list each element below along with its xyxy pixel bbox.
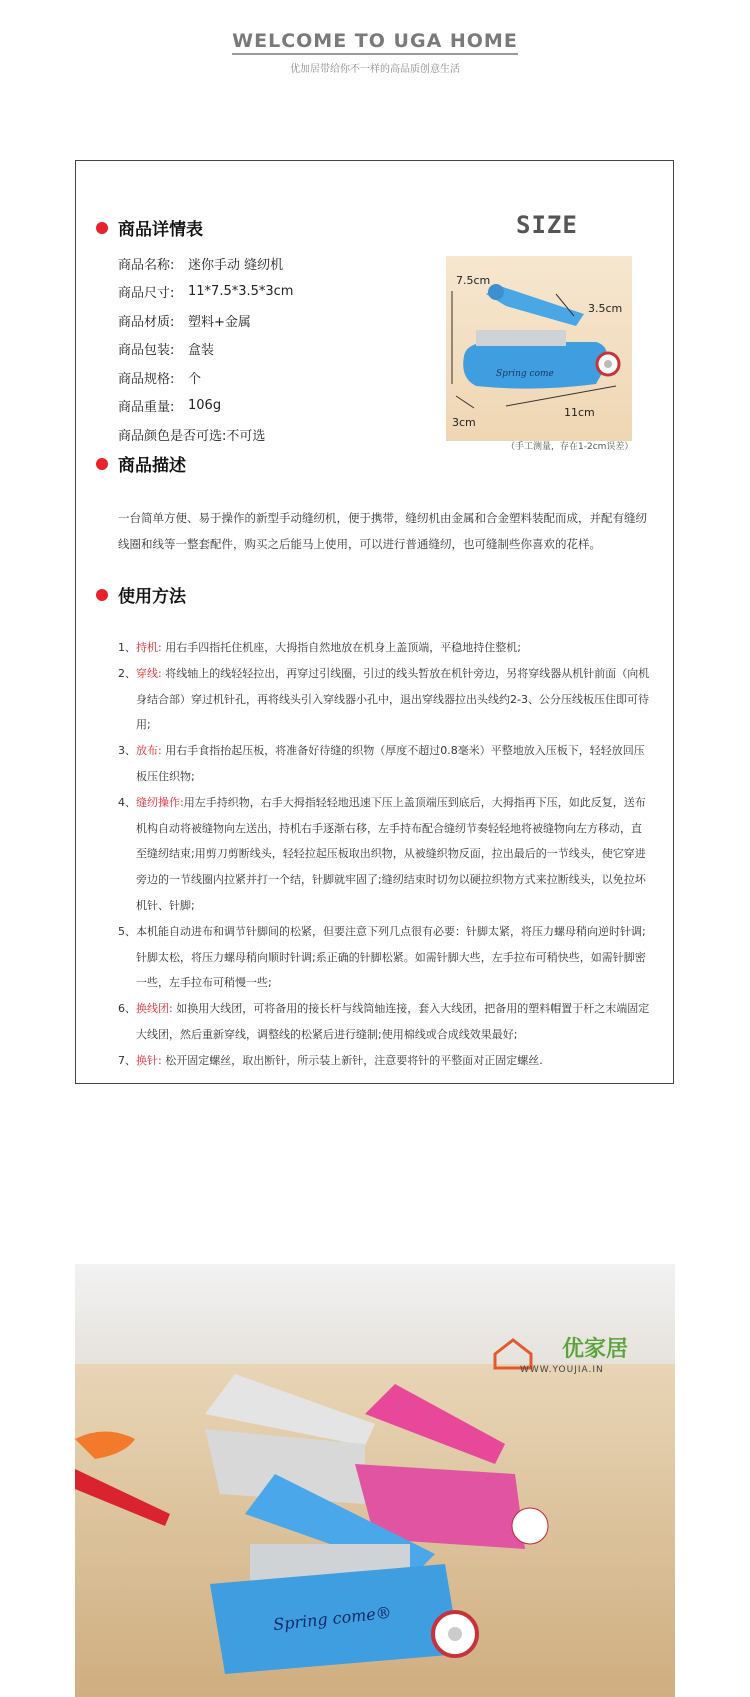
spec-value: 不可选 (226, 428, 266, 444)
bullet-dot-icon (96, 589, 108, 601)
dim-width-label: 3cm (452, 416, 476, 429)
size-title: SIZE (516, 211, 578, 239)
welcome-title: WELCOME TO UGA HOME (232, 30, 518, 55)
usage-steps (118, 635, 652, 1074)
step-label: 换针: (136, 1053, 162, 1067)
step-number: 1、 (118, 641, 136, 654)
spec-row (118, 335, 293, 364)
step-label: 缝纫操作: (136, 795, 184, 809)
spec-value: 11*7.5*3.5*3cm (188, 284, 294, 300)
details-heading (96, 215, 203, 240)
spec-key: 商品重量: (118, 400, 175, 416)
logo-url: WWW.YOUJIA.IN (520, 1365, 604, 1375)
dim-height-label: 7.5cm (456, 274, 491, 287)
usage-heading-label: 使用方法 (118, 587, 186, 607)
spec-row (118, 306, 293, 335)
dim-depth-label: 3.5cm (588, 302, 623, 315)
logo-text: 优家居 (562, 1337, 629, 1362)
spec-value: 盒装 (188, 343, 215, 359)
step-text: 用左手持织物，右手大拇指轻轻地迅速下压上盖顶端压到底后，大拇指再下压，如此反复，送布机构自动将被缝物向左送出，持机右手逐渐右移，左手持布配合缝纫节奏轻轻地将被缝物向左方移动，直至缝纫结束;用剪刀剪断线头，轻轻拉起压板取出织物，从被缝织物反面，拉出最后的一节线头，使它穿进旁边的一节线圈内拉紧并打一个结，针脚就牢固了;缝纫结束时切勿以硬拉织物方式来拉断线头，以免拉坏机针、针脚; (136, 795, 646, 912)
step-number: 3、 (118, 744, 136, 758)
spec-key: 商品材质: (118, 314, 175, 330)
details-heading-label: 商品详情表 (118, 220, 203, 240)
step-text: 本机能自动进布和调节针脚间的松紧，但要注意下列几点很有必要：针脚太紧，将压力螺母稍向逆时针调;针脚太松，将压力螺母稍向顺时针调;系正确的针脚松紧。如需针脚大些，左手拉布可稍快些，如需针脚密一些，左手拉布可稍慢一些; (136, 924, 646, 990)
step-text: 用右手食指抬起压板，将准备好待缝的织物（厚度不超过0.8毫米）平整地放入压板下，轻轻放回压板压住织物; (136, 744, 645, 783)
usage-step (118, 1048, 652, 1074)
usage-step (118, 790, 652, 919)
spec-row (118, 420, 293, 449)
size-note: （手工测量，存在1-2cm误差） (506, 442, 634, 452)
step-label: 持机: (136, 641, 162, 654)
description-heading (96, 451, 186, 476)
product-photo (75, 1264, 675, 1697)
usage-step (118, 919, 652, 996)
usage-heading (96, 582, 186, 607)
step-text: 用右手四指托住机座，大拇指自然地放在机身上盖顶端，平稳地持住整机; (161, 641, 521, 654)
step-label: 穿线: (136, 666, 162, 680)
spec-row (118, 363, 293, 392)
step-text: 将线轴上的线轻轻拉出，再穿过引线圈，引过的线头暂放在机针旁边，另将穿线器从机针前面（向机身结合部）穿过机针孔，再将线头引入穿线器小孔中，退出穿线器拉出头线约2-3、公分压线板压住即可待用; (136, 666, 650, 732)
welcome-subtitle: 优加居带给你不一样的高品质创意生活 (290, 64, 460, 75)
description-heading-label: 商品描述 (118, 456, 186, 476)
bullet-dot-icon (96, 222, 108, 234)
dim-length-label: 11cm (564, 406, 595, 419)
step-label: 换线团: (136, 1002, 173, 1016)
page-header (0, 30, 750, 75)
usage-step (118, 635, 652, 661)
spec-value: 迷你手动 缝纫机 (188, 257, 284, 273)
step-number: 4、 (118, 795, 136, 809)
machine-brand-label: Spring come® (272, 1602, 393, 1635)
step-label: 放布: (136, 744, 162, 758)
usage-step (118, 661, 652, 738)
spec-key: 商品尺寸: (118, 286, 175, 302)
spec-value: 106g (188, 398, 222, 414)
brand-label: Spring come (496, 369, 554, 379)
spec-value: 个 (188, 371, 202, 387)
usage-step (118, 738, 652, 790)
step-number: 6、 (118, 1002, 136, 1016)
size-diagram-photo (446, 256, 632, 441)
spec-key: 商品名称: (118, 257, 175, 273)
spec-row (118, 392, 293, 421)
spec-row (118, 278, 293, 307)
step-number: 7、 (118, 1053, 136, 1067)
spec-key: 商品包装: (118, 343, 175, 359)
spec-key: 商品规格: (118, 371, 175, 387)
usage-step (118, 996, 652, 1048)
step-number: 2、 (118, 666, 136, 680)
spec-key: 商品颜色是否可选: (118, 428, 227, 444)
bullet-dot-icon (96, 458, 108, 470)
step-text: 松开固定螺丝，取出断针，所示装上新针，注意要将针的平整面对正固定螺丝. (161, 1053, 543, 1067)
spec-value: 塑料+金属 (188, 314, 251, 330)
product-info-card (75, 160, 674, 1084)
description-text: 一台简单方便、易于操作的新型手动缝纫机，便于携带，缝纫机由金属和合金塑料装配而成，并配有缝纫线圈和线等一整套配件，购买之后能马上使用，可以进行普通缝纫，也可缝制些你喜欢的花样。 (118, 511, 647, 551)
step-text: 如换用大线团，可将备用的接长杆与线筒轴连接，套入大线团，把备用的塑料帽置于杆之末端固定大线团，然后重新穿线，调整线的松紧后进行缝制;使用棉线或合成线效果最好; (136, 1002, 650, 1041)
sewing-machines-illustration (75, 1264, 675, 1697)
spec-list (118, 249, 293, 449)
step-number: 5、 (118, 924, 136, 938)
spec-row (118, 249, 293, 278)
youjia-logo (520, 1332, 628, 1375)
